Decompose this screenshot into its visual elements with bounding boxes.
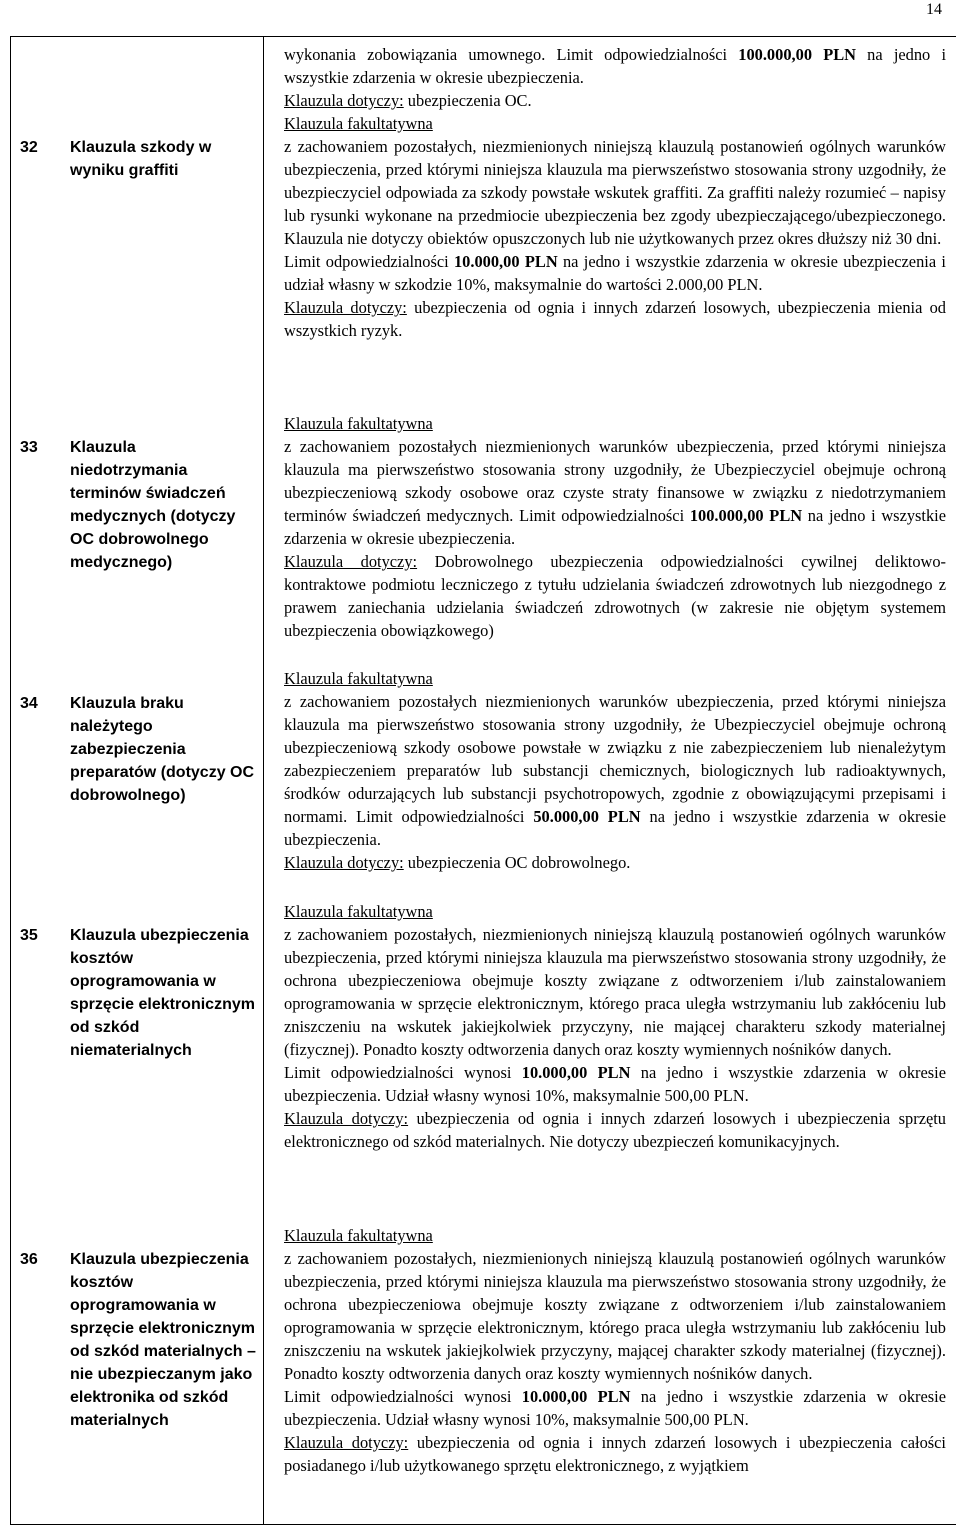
clause-body: z zachowaniem pozostałych, niezmienionych niniejszą klauzulą postanowień ogólnych warunków ubezpieczenia, przed którymi niniejsza klauzula ma pierwszeństwo stosowania strony uzgodniły, że ubezpieczyciel odpowiada za szkody powstałe wskutek graffiti. Za graffiti należy rozumieć – napisy lub rysunki wykonane na przedmiocie ubezpieczenia bez zgody ubezpieczającego/ubezpieczonego. Klauzula nie dotyczy obiektów opuszczonych lub nie użytkowanych przez okres dłuższy niż 30 dni.	[284, 137, 946, 248]
clause-title: Klauzula ubezpieczenia kosztów oprogramowania w sprzęcie elektronicznym od szkód niematerialnych	[70, 927, 255, 1059]
clause-number: 36	[20, 1251, 38, 1268]
clause-content-35	[284, 900, 946, 1153]
clause-title: Klauzula szkody w wyniku graffiti	[70, 139, 212, 179]
page-number: 14	[926, 1, 942, 18]
clause-title: Klauzula ubezpieczenia kosztów oprogramowania w sprzęcie elektronicznym od szkód materialnych – nie ubezpieczanym jako elektronika od szkód materialnych	[70, 1251, 256, 1429]
applies-to: Klauzula dotyczy: Dobrowolnego ubezpieczenia odpowiedzialności cywilnej deliktowo-kontraktowe podmiotu leczniczego z tytułu udzielania świadczeń zdrowotnych lub niezgodnego z prawem zaniechania udzielania świadczeń zdrowotnych (w zakresie nie objętym systemem ubezpieczenia obowiązkowego)	[284, 552, 946, 640]
clause-number: 33	[20, 439, 38, 456]
clause-title: Klauzula braku należytego zabezpieczenia preparatów (dotyczy OC dobrowolnego)	[70, 695, 255, 804]
clause-title: Klauzula niedotrzymania terminów świadczeń medycznych (dotyczy OC dobrowolnego medycznego)	[70, 439, 236, 571]
optional-heading: Klauzula fakultatywna	[284, 114, 433, 133]
clause-body: z zachowaniem pozostałych niezmienionych warunków ubezpieczenia, przed którymi niniejsza klauzula ma pierwszeństwo stosowania strony uzgodniły, że Ubezpieczyciel obejmuje ochroną ubezpieczeniową szkody osobowe oraz czyste straty finansowe w związku z niedotrzymaniem terminów świadczeń medycznych. Limit odpowiedzialności 100.000,00 PLN na jedno i wszystkie zdarzenia w okresie ubezpieczenia.	[284, 437, 946, 548]
clause-content-34	[284, 667, 946, 874]
optional-heading: Klauzula fakultatywna	[284, 414, 433, 433]
clause-content-32	[284, 112, 946, 342]
applies-to: Klauzula dotyczy: ubezpieczenia od ognia i innych zdarzeń losowych i ubezpieczenia całości posiadanego i/lub użytkowanego sprzętu elektronicznego, z wyjątkiem	[284, 1433, 946, 1475]
clause-body: z zachowaniem pozostałych, niezmienionych niniejszą klauzulą postanowień ogólnych warunków ubezpieczenia, przed którymi niniejsza klauzula ma pierwszeństwo stosowania strony uzgodniły, że ochrona ubezpieczeniowa obejmuje koszty związane z odtworzeniem i/lub zainstalowaniem oprogramowania w sprzęcie elektronicznym, którego praca uległa wstrzymaniu lub zakłóceniu lub zniszczeniu na wskutek jakiejkolwiek przyczyny, mającej charakter szkody materialnej (fizycznej). Ponadto koszty odtworzenia danych oraz koszty wymiennych nośników danych.	[284, 1249, 946, 1383]
applies-to: Klauzula dotyczy: ubezpieczenia OC dobrowolnego.	[284, 853, 631, 872]
limit-paragraph: Limit odpowiedzialności 10.000,00 PLN na jedno i wszystkie zdarzenia w okresie ubezpieczenia i udział własny w szkodzie 10%, maksymalnie do wartości 2.000,00 PLN.	[284, 252, 946, 294]
clause-content-top	[284, 43, 946, 112]
applies-to: Klauzula dotyczy: ubezpieczenia OC.	[284, 91, 532, 110]
clause-content-36	[284, 1224, 946, 1477]
limit-paragraph: Limit odpowiedzialności wynosi 10.000,00 PLN na jedno i wszystkie zdarzenia w okresie ubezpieczenia. Udział własny wynosi 10%, maksymalnie 500,00 PLN.	[284, 1387, 946, 1429]
clause-body: z zachowaniem pozostałych niezmienionych warunków ubezpieczenia, przed którymi niniejsza klauzula ma pierwszeństwo stosowania strony uzgodniły, że Ubezpieczyciel obejmuje ochroną ubezpieczeniową szkody osobowe powstałe w związku z nie zabezpieczeniem lub nienależytym zabezpieczeniem preparatów lub substancji chemicznych, biologicznych lub radioaktywnych, środków odurzających lub substancji psychotropowych, zgodnie z obowiązującymi przepisami i normami. Limit odpowiedzialności 50.000,00 PLN na jedno i wszystkie zdarzenia w okresie ubezpieczenia.	[284, 692, 946, 849]
applies-to: Klauzula dotyczy: ubezpieczenia od ognia i innych zdarzeń losowych i ubezpieczenia sprzętu elektronicznego od szkód materialnych. Nie dotyczy ubezpieczeń komunikacyjnych.	[284, 1109, 947, 1151]
clause-content-33	[284, 412, 946, 642]
optional-heading: Klauzula fakultatywna	[284, 902, 433, 921]
clause-body: z zachowaniem pozostałych, niezmienionych niniejszą klauzulą postanowień ogólnych warunków ubezpieczenia, przed którymi niniejsza klauzula ma pierwszeństwo stosowania strony uzgodniły, że ochrona ubezpieczeniowa obejmuje koszty związane z odtworzeniem i/lub zainstalowaniem oprogramowania w sprzęcie elektronicznym, którego praca uległa wstrzymaniu lub zakłóceniu lub zniszczeniu na wskutek jakiejkolwiek przyczyny, nie mającej charakteru szkody materialnej (fizycznej). Ponadto koszty odtworzenia danych oraz koszty wymiennych nośników danych.	[284, 925, 946, 1059]
limit-paragraph: wykonania zobowiązania umownego. Limit odpowiedzialności 100.000,00 PLN na jedno i wszystkie zdarzenia w okresie ubezpieczenia.	[284, 45, 947, 87]
clause-number: 32	[20, 139, 38, 156]
optional-heading: Klauzula fakultatywna	[284, 1226, 433, 1245]
limit-paragraph: Limit odpowiedzialności wynosi 10.000,00 PLN na jedno i wszystkie zdarzenia w okresie ubezpieczenia. Udział własny wynosi 10%, maksymalnie 500,00 PLN.	[284, 1063, 946, 1105]
clause-number: 35	[20, 927, 38, 944]
column-divider	[263, 36, 264, 1525]
clause-number: 34	[20, 695, 38, 712]
optional-heading: Klauzula fakultatywna	[284, 669, 433, 688]
applies-to: Klauzula dotyczy: ubezpieczenia od ognia i innych zdarzeń losowych, ubezpieczenia mienia od wszystkich ryzyk.	[284, 298, 947, 340]
